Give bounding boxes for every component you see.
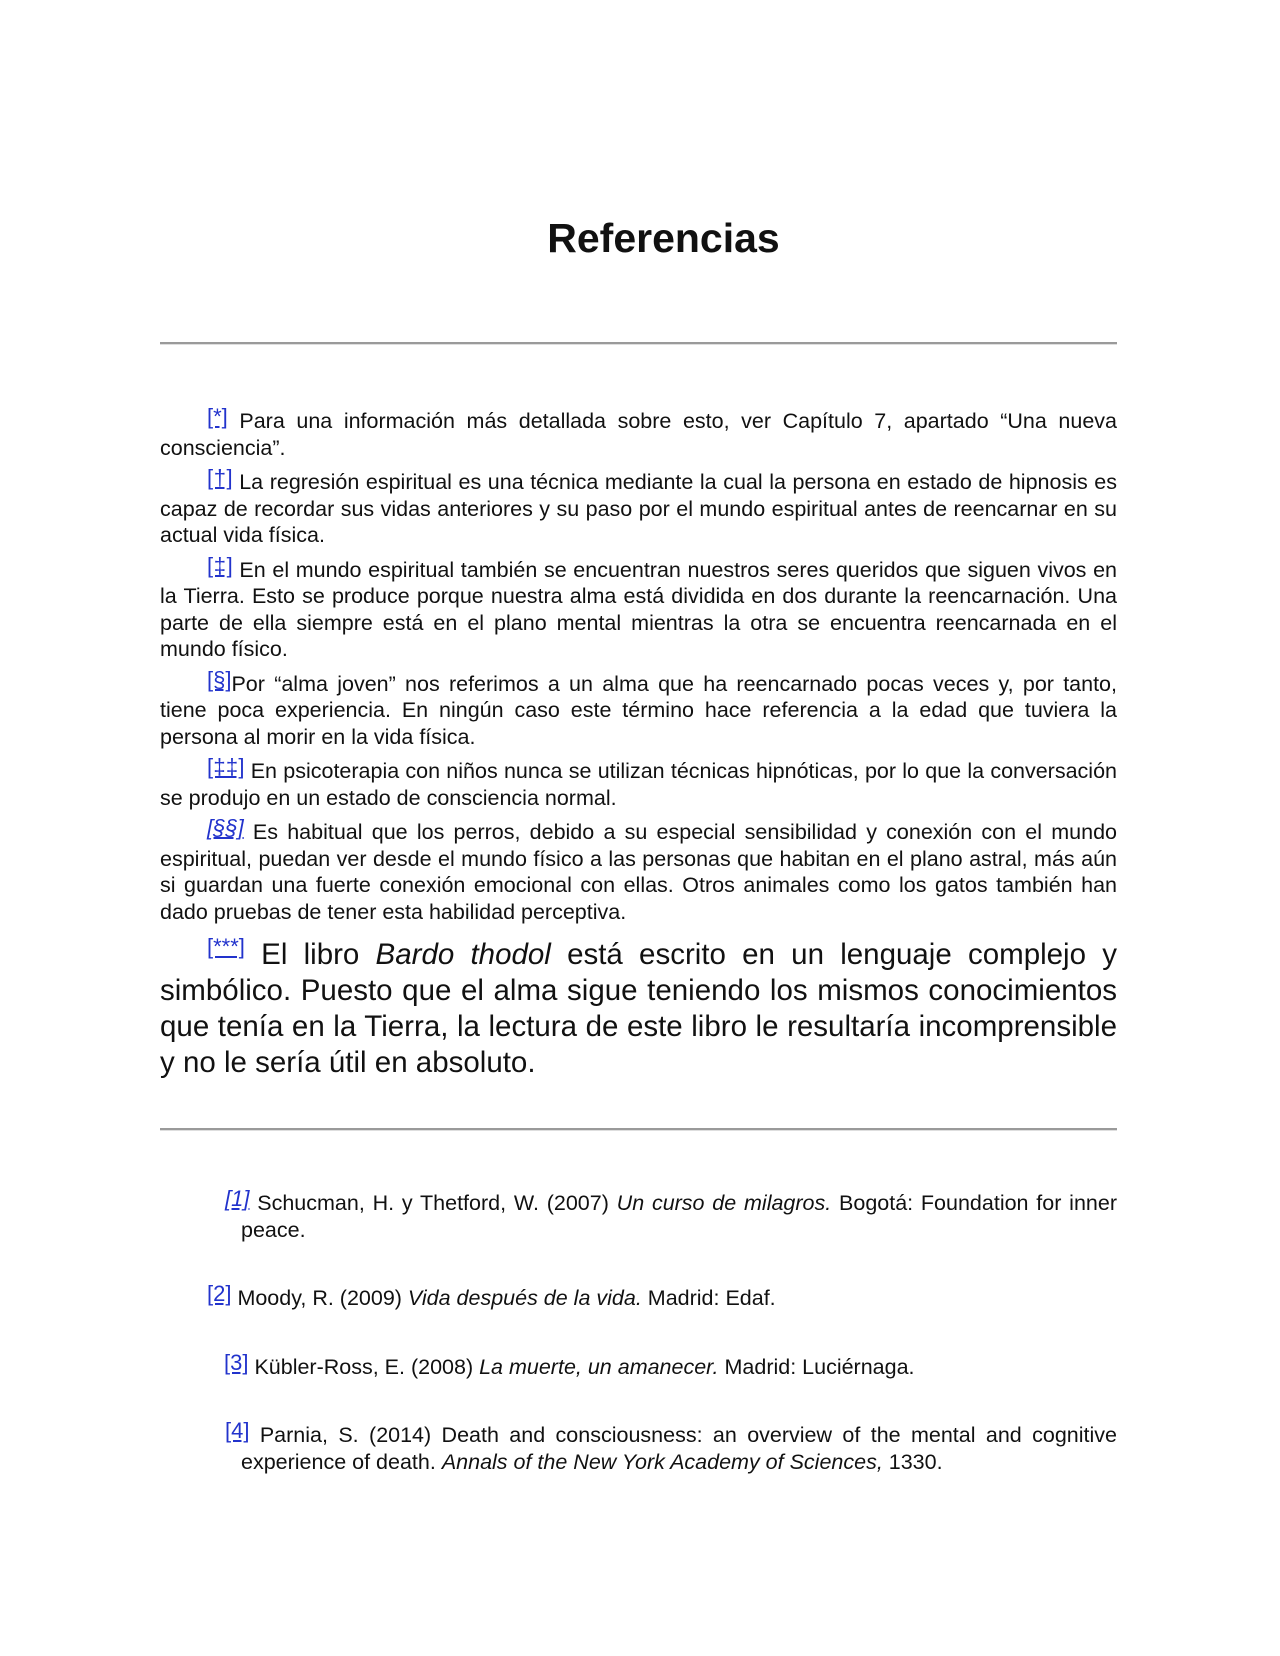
reference-title: Vida después de la vida. [407, 1286, 642, 1310]
footnote-double-double-dagger [160, 754, 1117, 811]
footnote-mark-double-dagger[interactable]: [‡] [207, 552, 233, 578]
footnote-text: En el mundo espiritual también se encuentran nuestros seres queridos que siguen vivos en la Tierra. Esto se produce porque nuestra alma está dividida en dos durante la reencarnación. Una parte de ella siempre está en el plano mental mientras la otra se encuentra reencarnada en el mundo físico. [160, 557, 1117, 661]
reference-text: Madrid: Edaf. [641, 1286, 776, 1310]
footnote-text: está escrito en un lenguaje complejo y simbólico. Puesto que el alma sigue teniendo los mismos conocimientos que tenía en la Tierra, la lectura de este libro le resultaría incomprensible y no le sería útil en absoluto. [160, 938, 1117, 1079]
footnote-text: La regresión espiritual es una técnica mediante la cual la persona en estado de hipnosis es capaz de recordar sus vidas anteriores y su paso por el mundo espiritual antes de reencarnar en su actual vida física. [160, 470, 1118, 547]
footnote-text: En psicoterapia con niños nunca se utilizan técnicas hipnóticas, por lo que la conversación se produjo en un estado de consciencia normal. [160, 759, 1117, 810]
footnote-text: El libro [244, 938, 376, 971]
reference-item-1 [160, 1186, 1117, 1243]
reference-title: Un curso de milagros. [616, 1191, 832, 1215]
reference-title: La muerte, un amanecer. [479, 1354, 719, 1379]
reference-text: Madrid: Luciérnaga. [718, 1354, 915, 1379]
footnote-double-dagger [160, 553, 1117, 663]
footnote-dagger [160, 465, 1117, 549]
reference-text: 1330. [882, 1449, 943, 1474]
divider-top [160, 342, 1117, 345]
footnote-asterisk [160, 404, 1117, 461]
reference-text: Bogotá: Foundation for inner peace. [241, 1191, 1117, 1242]
reference-item-2 [160, 1281, 1117, 1312]
reference-mark-1[interactable]: [1] [225, 1186, 250, 1211]
reference-mark-2[interactable]: [2] [207, 1281, 232, 1306]
footnote-section [160, 667, 1117, 751]
footnote-text: Para una información más detallada sobre esto, ver Capítulo 7, apartado “Una nueva consciencia”. [160, 409, 1117, 460]
footnote-mark-dagger[interactable]: [†] [207, 465, 233, 490]
footnote-double-section [160, 815, 1117, 925]
footnote-mark-triple-asterisk[interactable]: [***] [207, 934, 245, 959]
footnote-text: Es habitual que los perros, debido a su especial sensibilidad y conexión con el mundo espiritual, puedan ver desde el mundo físico a las personas que habitan en el plano astral, más aún si guardan una fuerte conexión emocional con ellas. Otros animales como los gatos también han dado pruebas de tener esta habilidad perceptiva. [160, 820, 1117, 924]
reference-item-4 [160, 1418, 1117, 1475]
reference-item-3 [160, 1350, 1117, 1381]
reference-text: Schucman, H. y Thetford, W. (2007) [249, 1191, 617, 1215]
page-title: Referencias [547, 215, 780, 261]
footnote-mark-asterisk[interactable]: [*] [207, 404, 228, 429]
reference-mark-3[interactable]: [3] [224, 1349, 249, 1375]
footnote-mark-double-section[interactable]: [§§] [207, 815, 244, 840]
references-list [160, 1186, 1117, 1513]
reference-text: Moody, R. (2009) [231, 1286, 408, 1310]
book-title: Bardo thodol [375, 938, 551, 971]
reference-title: Annals of the New York Academy of Sciences, [441, 1449, 883, 1474]
reference-text: Parnia, S. (2014) Death and consciousness: an overview of the mental and cognitive experience of death. [241, 1423, 1117, 1474]
footnote-text: Por “alma joven” nos referimos a un alma que ha reencarnado pocas veces y, por tanto, tiene poca experiencia. En ningún caso este término hace referencia a la edad que tuviera la persona al morir en la vida física. [160, 671, 1117, 749]
footnote-mark-section[interactable]: [§] [207, 666, 232, 692]
reference-text: Kübler-Ross, E. (2008) [248, 1354, 480, 1379]
reference-mark-4[interactable]: [4] [225, 1418, 250, 1443]
footnote-triple-asterisk [160, 929, 1117, 1081]
footnotes-list [160, 404, 1117, 1085]
footnote-mark-double-double-dagger[interactable]: [‡‡] [207, 754, 245, 779]
divider-bottom [160, 1128, 1117, 1131]
